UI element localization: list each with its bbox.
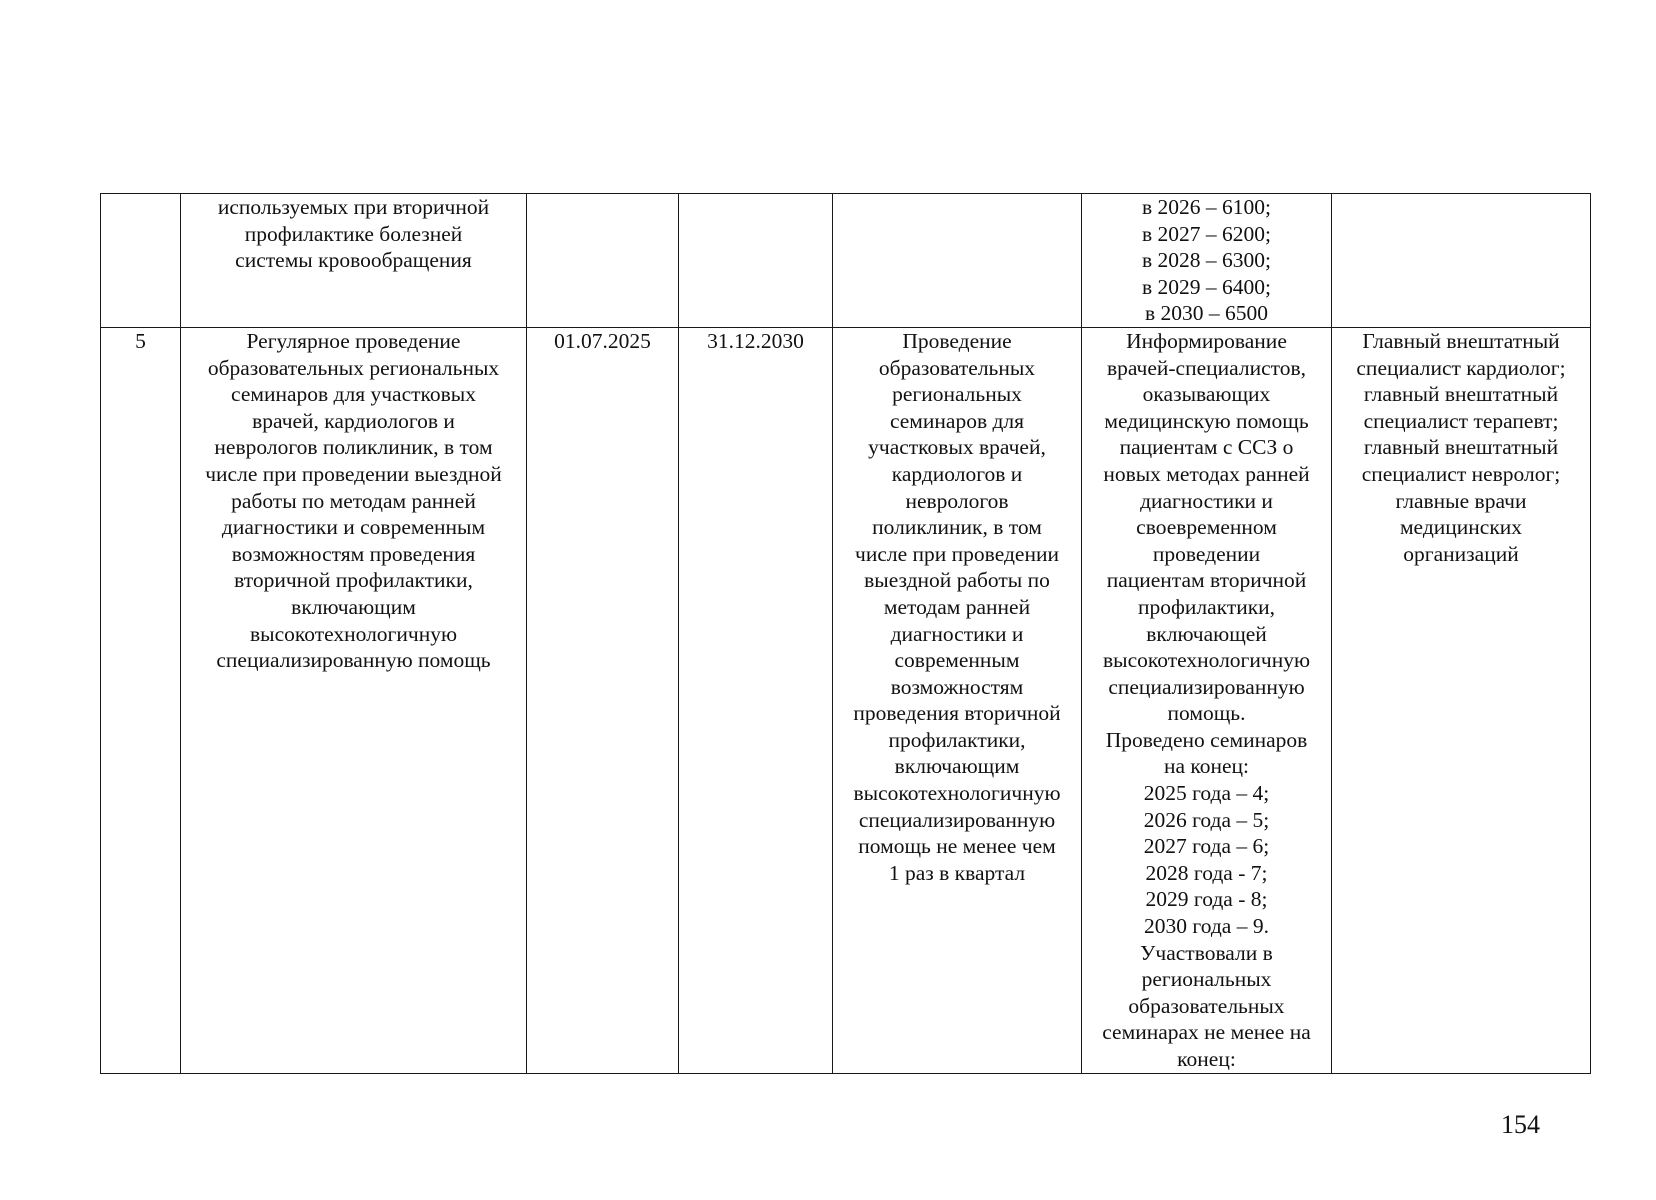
table-row	[101, 327, 1591, 1073]
cell-description: Проведение образовательных региональных семинаров для участковых врачей, кардиологов и неврологов поликлиник, в том числе при проведении выездной работы по методам ранней диагностики и современным возможностям проведения вторичной профилактики, включающим высокотехнологичную специализированную помощь не менее чем 1 раз в квартал	[833, 327, 1082, 1073]
cell-end-date	[679, 194, 833, 328]
cell-responsible: Главный внештатный специалист кардиолог; главный внештатный специалист терапевт; главный внештатный специалист невролог; главные врачи медицинских организаций	[1332, 327, 1591, 1073]
cell-start-date	[527, 194, 679, 328]
page-number: 154	[1501, 1110, 1540, 1139]
cell-event: используемых при вторичной профилактике болезней системы кровообращения	[181, 194, 527, 328]
cell-responsible	[1332, 194, 1591, 328]
measures-table	[100, 193, 1591, 1074]
cell-start-date: 01.07.2025	[527, 327, 679, 1073]
table-row	[101, 194, 1591, 328]
cell-description	[833, 194, 1082, 328]
cell-number: 5	[101, 327, 181, 1073]
cell-event: Регулярное проведение образовательных региональных семинаров для участковых врачей, кардиологов и неврологов поликлиник, в том числе при проведении выездной работы по методам ранней диагностики и современным возможностям проведения вторичной профилактики, включающим высокотехнологичную специализированную помощь	[181, 327, 527, 1073]
cell-number	[101, 194, 181, 328]
cell-end-date: 31.12.2030	[679, 327, 833, 1073]
cell-result: в 2026 – 6100; в 2027 – 6200; в 2028 – 6300; в 2029 – 6400; в 2030 – 6500	[1082, 194, 1332, 328]
cell-result: Информирование врачей-специалистов, оказывающих медицинскую помощь пациентам с ССЗ о новых методах ранней диагностики и своевременном проведении пациентам вторичной профилактики, включающей высокотехнологичную специализированную помощь. Проведено семинаров на конец: 2025 года – 4; 2026 года – 5; 2027 года – 6; 2028 года - 7; 2029 года - 8; 2030 года – 9. Участвовали в региональных образовательных семинарах не менее на конец:	[1082, 327, 1332, 1073]
